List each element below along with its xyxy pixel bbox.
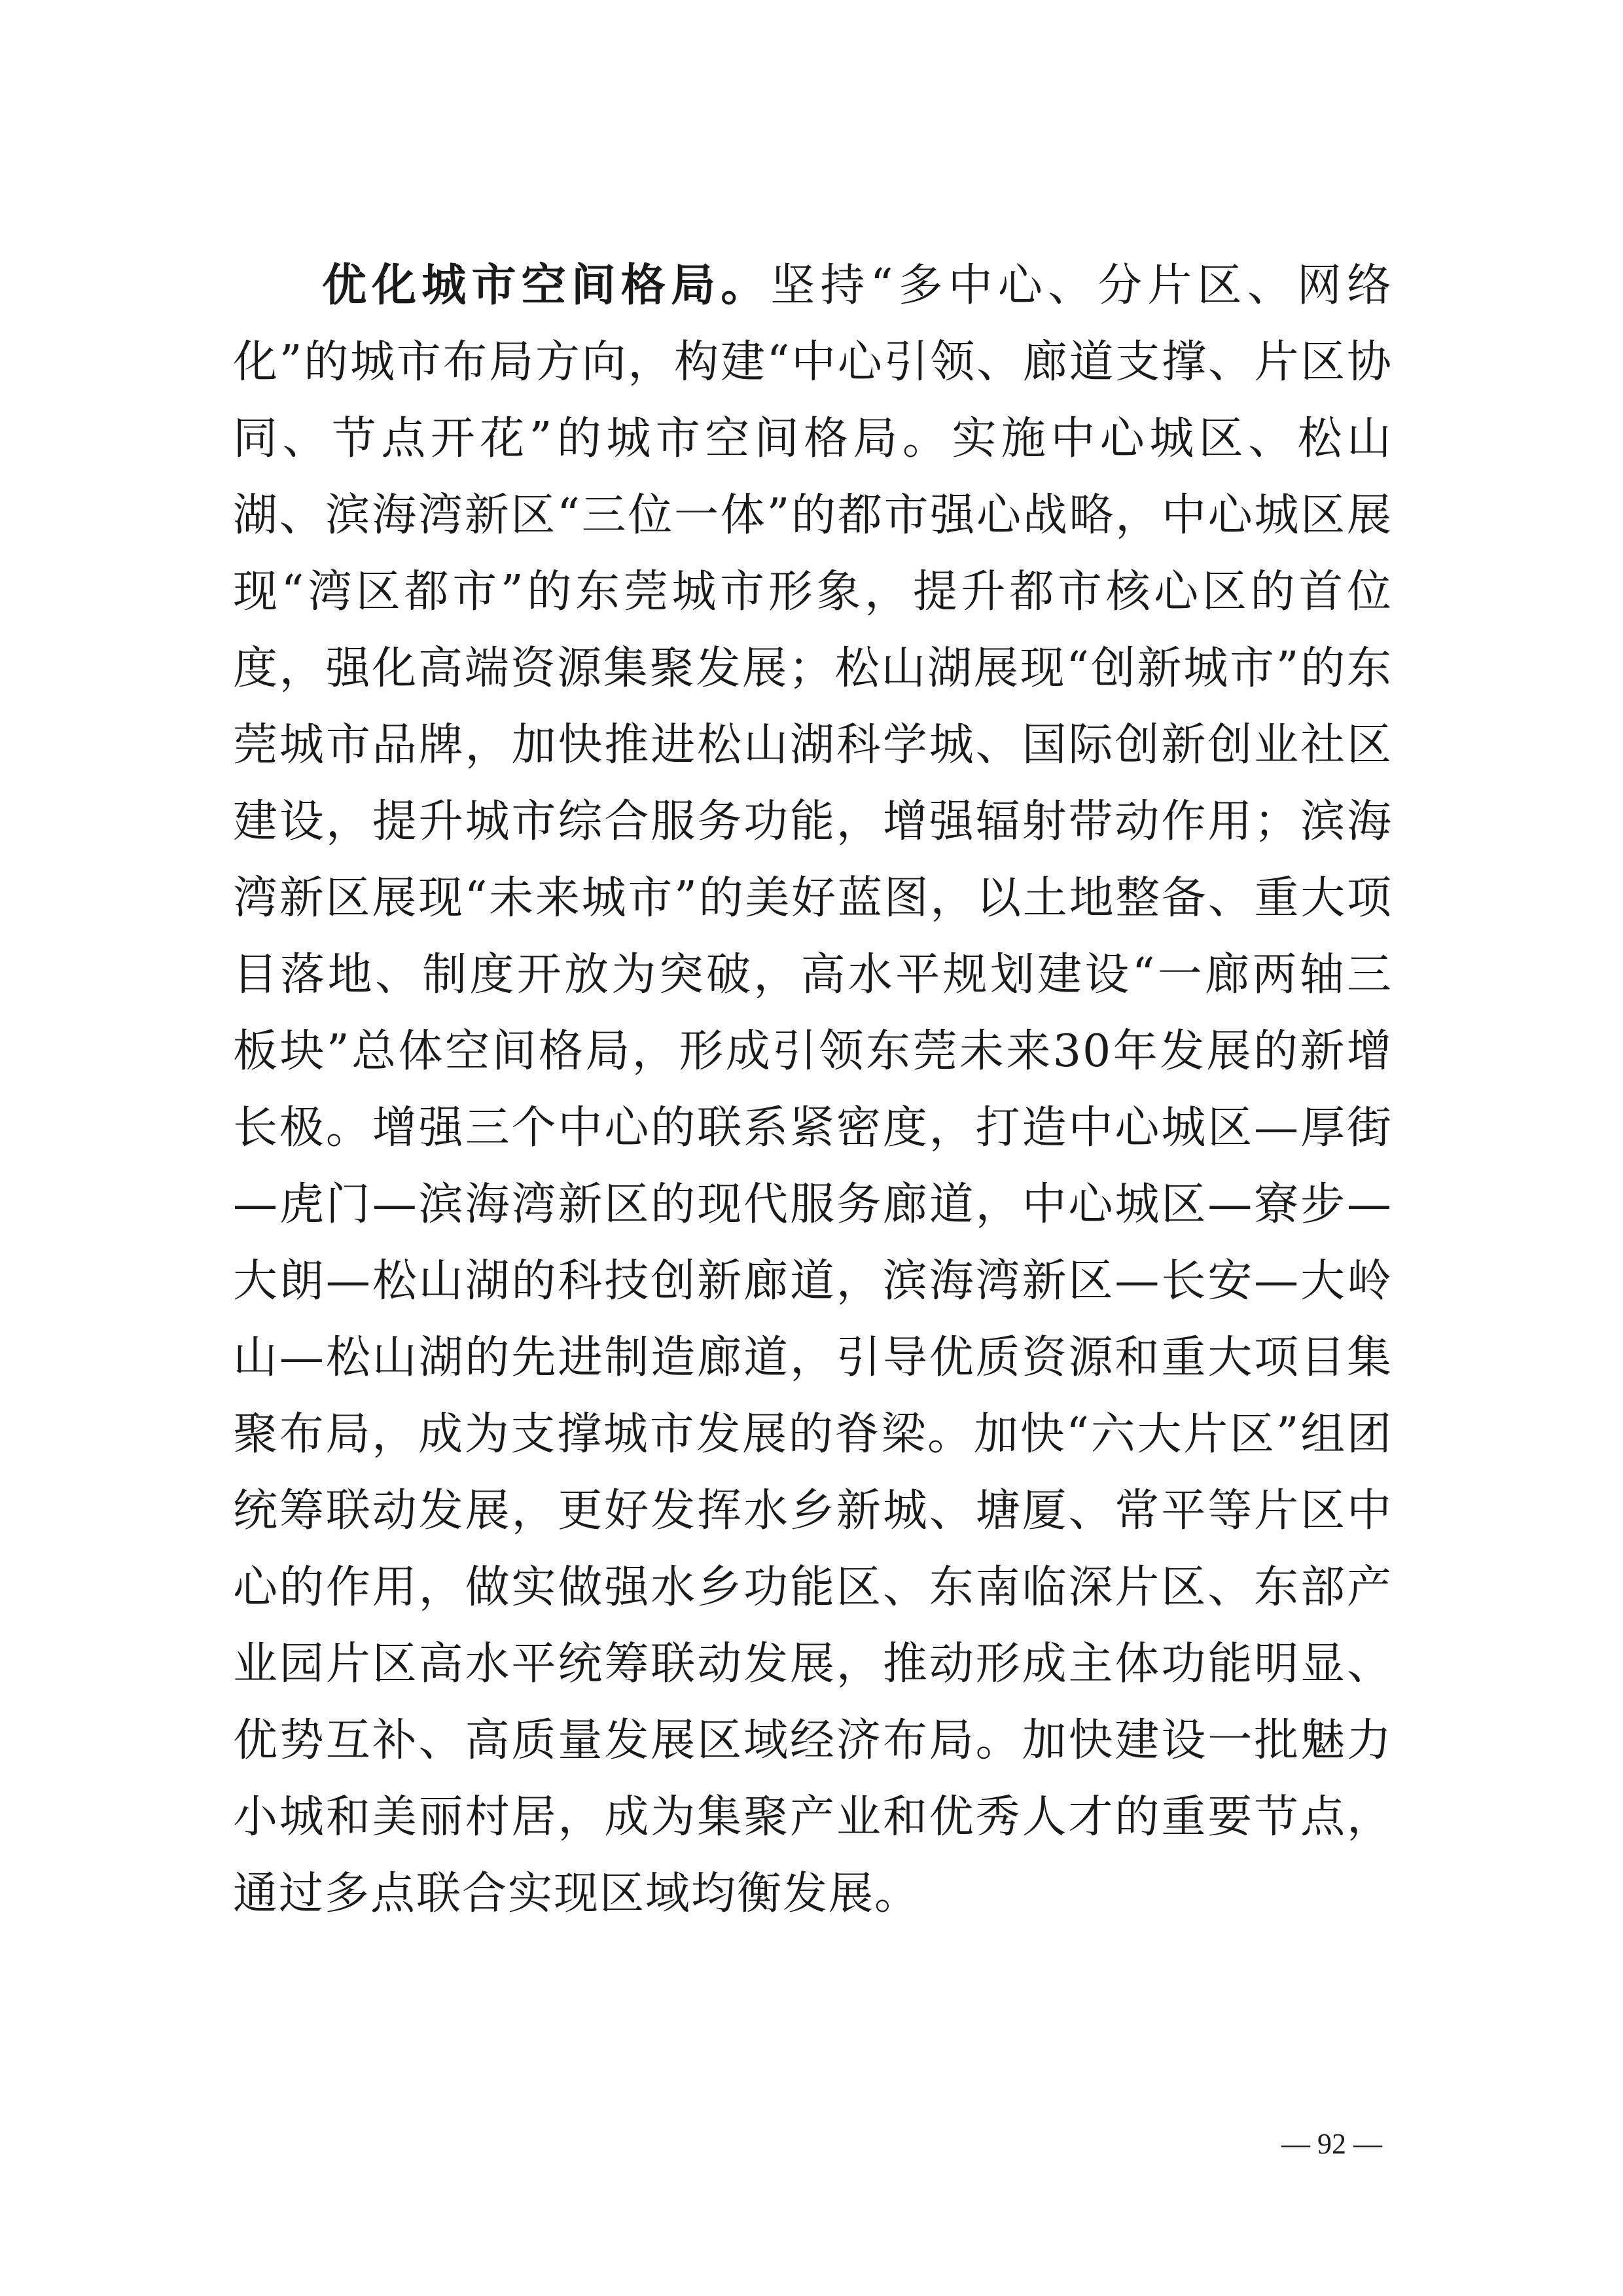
paragraph-text: 坚持“多中心、分片区、网络化”的城市布局方向，构建“中心引领、廊道支撑、片区协同、节点开花”的城市空间格局。实施中心城区、松山湖、滨海湾新区“三位一体”的都市强心战略，中心城区展现“湾区都市”的东莞城市形象，提升都市核心区的首位度，强化高端资源集聚发展；松山湖展现“创新城市”的东莞城市品牌，加快推进松山湖科学城、国际创新创业社区建设，提升城市综合服务功能，增强辐射带动作用；滨海湾新区展现“未来城市”的美好蓝图，以土地整备、重大项目落地、制度开放为突破，高水平规划建设“一廊两轴三板块”总体空间格局，形成引领东莞未来30年发展的新增长极。增强三个中心的联系紧密度，打造中心城区—厚街—虎门—滨海湾新区的现代服务廊道，中心城区—寮步—大朗—松山湖的科技创新廊道，滨海湾新区—长安—大岭山—松山湖的先进制造廊道，引导优质资源和重大项目集聚布局，成为支撑城市发展的脊梁。加快“六大片区”组团统筹联动发展，更好发挥水乡新城、塘厦、常平等片区中心的作用，做实做强水乡功能区、东南临深片区、东部产业园片区高水平统筹联动发展，推动形成主体功能明显、优势互补、高质量发展区域经济布局。加快建设一批魅力小城和美丽村居，成为集聚产业和优秀人才的重要节点，通过多点联合实现区域均衡发展。 xyxy=(233,260,1393,1920)
page-number: — 92 — xyxy=(1281,2128,1382,2160)
paragraph-lead-heading: 优化城市空间格局。 xyxy=(322,260,771,312)
body-paragraph xyxy=(233,247,1393,1932)
